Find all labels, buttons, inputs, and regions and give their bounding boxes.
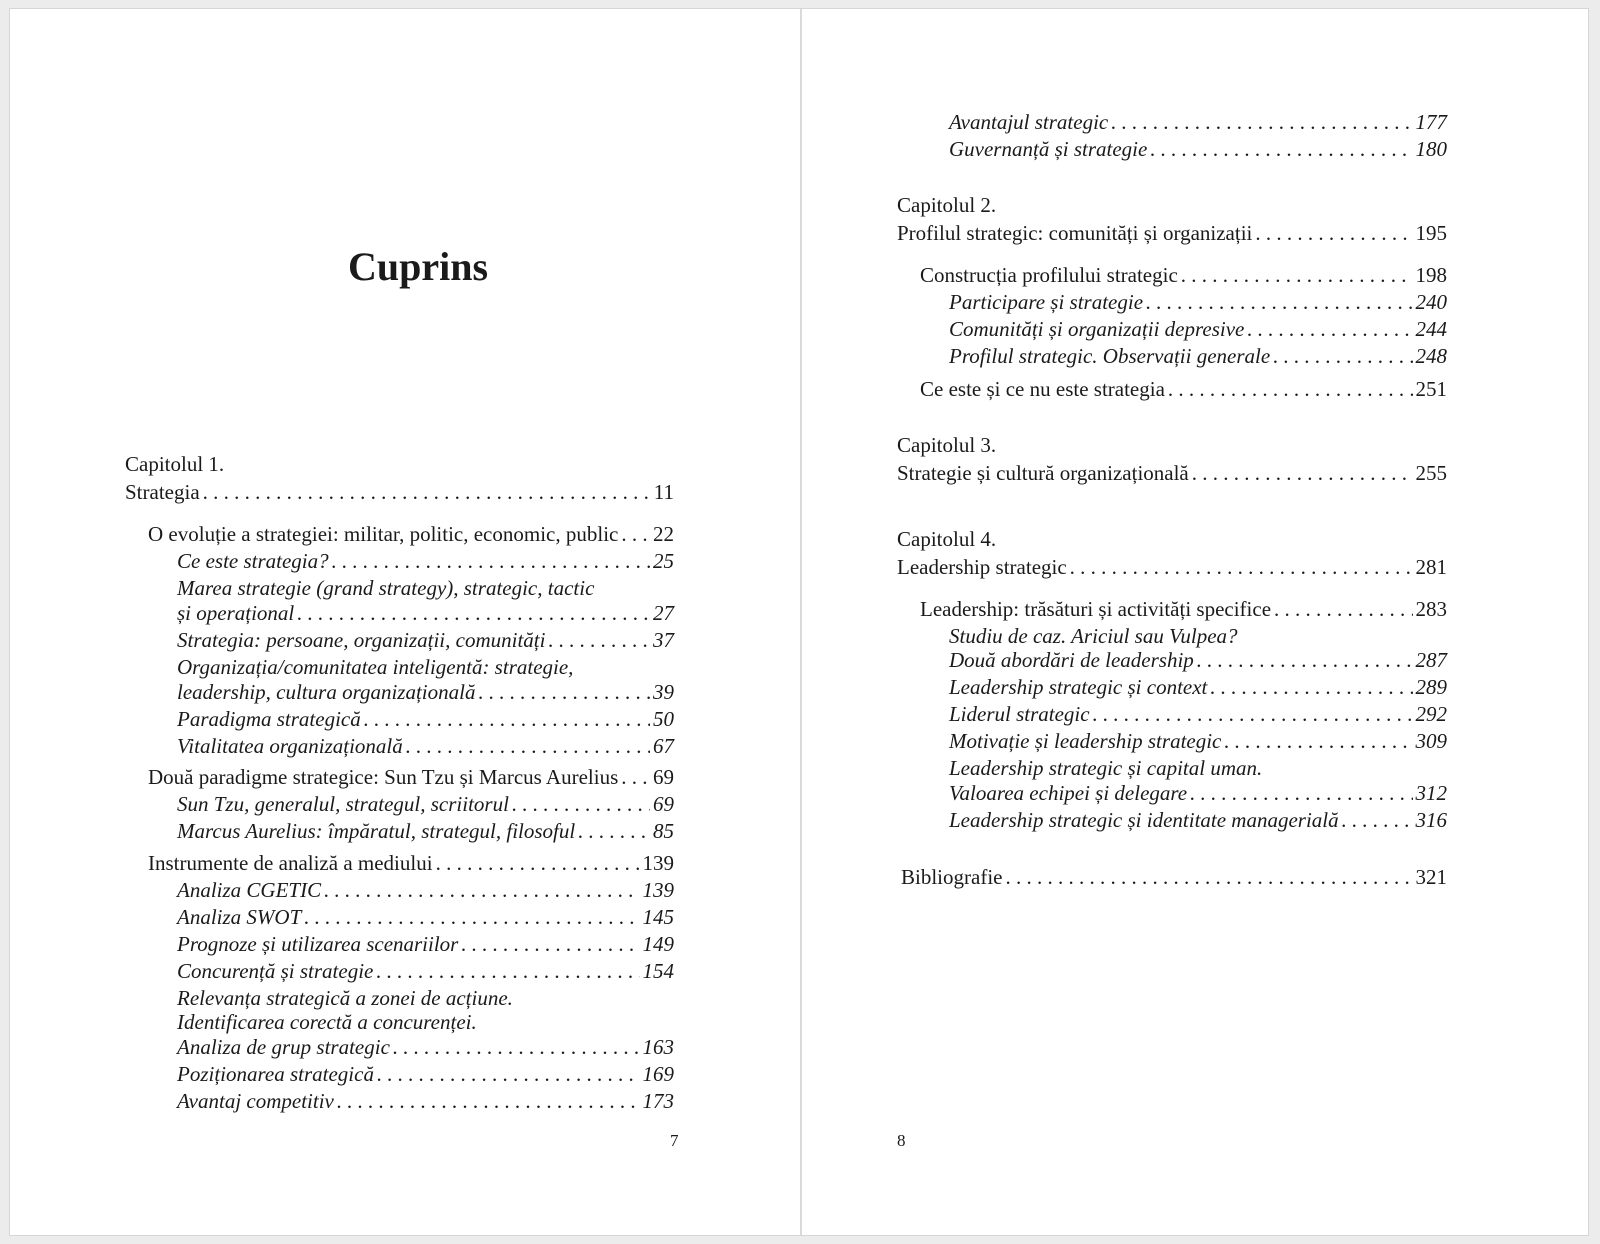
toc-entry[interactable] xyxy=(177,791,674,818)
toc-entry[interactable] xyxy=(177,904,674,931)
toc-entry[interactable] xyxy=(949,289,1447,316)
page-number: 8 xyxy=(897,1131,906,1150)
toc-entry[interactable] xyxy=(177,818,674,845)
toc-entry[interactable] xyxy=(148,521,674,548)
book-spread xyxy=(9,8,1589,1236)
toc-label-line: Studiu de caz. Ariciul sau Vulpea? xyxy=(949,624,1238,648)
toc-page: 69 xyxy=(653,792,674,816)
toc-page: 50 xyxy=(653,707,674,731)
toc-entry[interactable] xyxy=(949,136,1447,163)
toc-label: Poziționarea strategică xyxy=(177,1062,374,1086)
toc-page: 281 xyxy=(1415,555,1447,579)
toc-label: Comunități și organizații depresive xyxy=(949,317,1245,341)
toc-label-line: Identificarea corectă a concurenței. xyxy=(177,1010,477,1034)
chapter-4-heading: Capitolul 4. xyxy=(897,527,997,551)
toc-label: Guvernanță și strategie xyxy=(949,137,1148,161)
toc-page: 37 xyxy=(653,628,674,652)
toc-page: 67 xyxy=(653,734,674,758)
toc-label: Ce este strategia? xyxy=(177,549,329,573)
toc-label: Analiza de grup strategic xyxy=(177,1035,390,1059)
toc-entry[interactable] xyxy=(949,316,1447,343)
page-title: Cuprins xyxy=(347,244,489,289)
toc-entry[interactable] xyxy=(177,627,674,654)
toc-page: 173 xyxy=(642,1089,674,1113)
toc-label: Bibliografie xyxy=(901,865,1003,889)
toc-label: Leadership strategic și context xyxy=(949,675,1208,699)
toc-entry-chapter-2[interactable] xyxy=(897,220,1447,247)
toc-label: Paradigma strategică xyxy=(177,707,361,731)
toc-label: Instrumente de analiză a mediului xyxy=(148,851,433,875)
toc-page: 198 xyxy=(1415,263,1447,287)
toc-page: 149 xyxy=(642,932,674,956)
toc-entry[interactable] xyxy=(177,931,674,958)
toc-label: Vitalitatea organizațională xyxy=(177,734,403,758)
toc-page: 169 xyxy=(642,1062,674,1086)
toc-page: 316 xyxy=(1415,808,1447,832)
toc-entry[interactable] xyxy=(949,343,1447,370)
toc-page: 255 xyxy=(1415,461,1447,485)
toc-label: Liderul strategic xyxy=(949,702,1090,726)
toc-entry[interactable] xyxy=(920,376,1447,403)
toc-label: Concurență și strategie xyxy=(177,959,374,983)
toc-page: 177 xyxy=(1415,110,1447,134)
toc-entry[interactable] xyxy=(177,1061,674,1088)
toc-page: 248 xyxy=(1415,344,1447,368)
toc-label-line: Leadership strategic și capital uman. xyxy=(949,756,1263,780)
toc-entry[interactable] xyxy=(949,780,1447,807)
toc-entry[interactable] xyxy=(949,701,1447,728)
toc-page: 283 xyxy=(1415,597,1447,621)
toc-entry-bibliography[interactable] xyxy=(901,864,1447,891)
toc-entry[interactable] xyxy=(177,706,674,733)
toc-page: 39 xyxy=(653,680,674,704)
toc-entry[interactable] xyxy=(177,733,674,760)
chapter-1-heading: Capitolul 1. xyxy=(125,452,225,476)
toc-page: 244 xyxy=(1415,317,1447,341)
toc-label-line: Marea strategie (grand strategy), strategic, tactic xyxy=(177,576,595,600)
toc-page: 292 xyxy=(1415,702,1447,726)
toc-label: Două paradigme strategice: Sun Tzu și Marcus Aurelius xyxy=(148,765,619,789)
toc-page: 154 xyxy=(642,959,674,983)
toc-entry[interactable] xyxy=(949,807,1447,834)
toc-entry[interactable] xyxy=(148,764,674,791)
toc-label: Avantajul strategic xyxy=(949,110,1109,134)
toc-entry[interactable] xyxy=(177,958,674,985)
toc-entry[interactable] xyxy=(920,596,1447,623)
toc-label: Profilul strategic: comunități și organizații xyxy=(897,221,1253,245)
toc-label: Sun Tzu, generalul, strategul, scriitorul xyxy=(177,792,509,816)
toc-page: 240 xyxy=(1415,290,1447,314)
toc-entry[interactable] xyxy=(949,674,1447,701)
toc-page: 321 xyxy=(1415,865,1447,889)
toc-page: 22 xyxy=(653,522,674,546)
right-page xyxy=(802,9,1588,1235)
toc-entry[interactable] xyxy=(148,850,674,877)
toc-label: leadership, cultura organizațională xyxy=(177,680,476,704)
toc-label: Strategia: persoane, organizații, comunități xyxy=(177,628,546,652)
toc-entry[interactable] xyxy=(177,600,674,627)
toc-label: Leadership: trăsături și activități specifice xyxy=(920,597,1272,621)
toc-page: 309 xyxy=(1415,729,1447,753)
toc-page: 27 xyxy=(653,601,674,625)
toc-page: 251 xyxy=(1415,377,1447,401)
toc-page: 11 xyxy=(653,480,674,504)
toc-page: 25 xyxy=(653,549,674,573)
toc-entry[interactable] xyxy=(177,679,674,706)
left-page xyxy=(10,9,800,1235)
toc-entry[interactable] xyxy=(949,728,1447,755)
chapter-3-heading: Capitolul 3. xyxy=(897,433,997,457)
page-number: 7 xyxy=(670,1131,679,1150)
toc-label: Analiza CGETIC xyxy=(177,878,322,902)
toc-entry[interactable] xyxy=(177,1088,674,1115)
toc-page: 195 xyxy=(1415,221,1447,245)
toc-label: Marcus Aurelius: împăratul, strategul, filosoful xyxy=(177,819,576,843)
toc-label: și operațional xyxy=(177,601,295,625)
toc-page: 69 xyxy=(653,765,674,789)
toc-label: Strategie și cultură organizațională xyxy=(897,461,1189,485)
toc-label-line: Organizația/comunitatea inteligentă: strategie, xyxy=(177,655,574,679)
toc-label: Construcția profilului strategic xyxy=(920,263,1178,287)
toc-label: Motivație și leadership strategic xyxy=(949,729,1222,753)
toc-page: 139 xyxy=(642,851,674,875)
toc-entry[interactable] xyxy=(949,647,1447,674)
toc-page: 139 xyxy=(642,878,674,902)
toc-page: 289 xyxy=(1415,675,1447,699)
chapter-2-heading: Capitolul 2. xyxy=(897,193,997,217)
toc-label: Analiza SWOT xyxy=(177,905,302,929)
toc-label: Valoarea echipei și delegare xyxy=(949,781,1188,805)
toc-entry-chapter-4[interactable] xyxy=(897,554,1447,581)
toc-page: 85 xyxy=(653,819,674,843)
toc-label: Leadership strategic xyxy=(897,555,1067,579)
toc-label-line: Relevanța strategică a zonei de acțiune. xyxy=(177,986,513,1010)
toc-label: Strategia xyxy=(125,480,200,504)
toc-page: 163 xyxy=(642,1035,674,1059)
toc-label: Ce este și ce nu este strategia xyxy=(920,377,1165,401)
toc-page: 180 xyxy=(1415,137,1447,161)
toc-page: 145 xyxy=(642,905,674,929)
toc-label: Două abordări de leadership xyxy=(949,648,1194,672)
toc-label: Participare și strategie xyxy=(949,290,1144,314)
toc-entry-chapter-1[interactable] xyxy=(125,479,674,506)
toc-label: Profilul strategic. Observații generale xyxy=(949,344,1271,368)
toc-entry-chapter-3[interactable] xyxy=(897,460,1447,487)
toc-page: 312 xyxy=(1415,781,1447,805)
toc-label: O evoluție a strategiei: militar, politic, economic, public xyxy=(148,522,619,546)
toc-label: Avantaj competitiv xyxy=(177,1089,334,1113)
toc-entry[interactable] xyxy=(177,548,674,575)
toc-entry[interactable] xyxy=(949,109,1447,136)
toc-label: Leadership strategic și identitate managerială xyxy=(949,808,1339,832)
toc-entry[interactable] xyxy=(177,877,674,904)
toc-entry[interactable] xyxy=(920,262,1447,289)
toc-page: 287 xyxy=(1415,648,1447,672)
toc-label: Prognoze și utilizarea scenariilor xyxy=(177,932,459,956)
toc-entry[interactable] xyxy=(177,1034,674,1061)
